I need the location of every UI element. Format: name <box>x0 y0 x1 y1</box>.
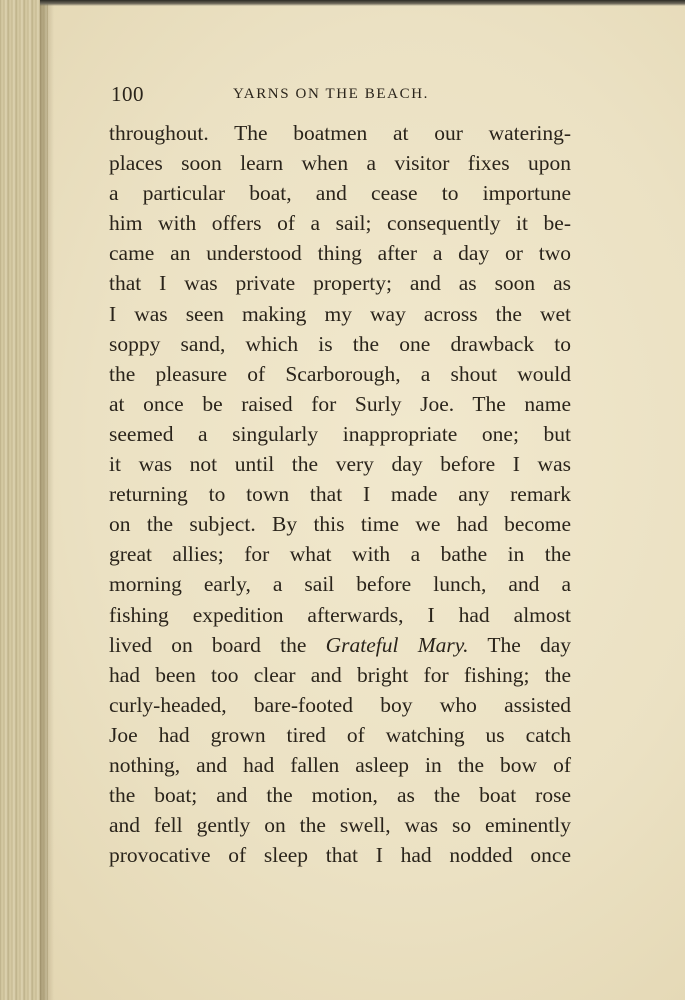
text-line: a particular boat, and cease to importune <box>109 181 571 206</box>
text-line: and fell gently on the swell, was so eminently <box>109 813 571 838</box>
page-header <box>111 82 571 106</box>
text-segment: The day <box>487 632 572 657</box>
text-line: returning to town that I made any remark <box>109 482 571 507</box>
ship-name-italic: Grateful Mary. <box>325 632 469 657</box>
text-line: at once be raised for Surly Joe. The name <box>109 391 571 416</box>
page-top-edge <box>40 0 685 6</box>
text-segment: lived on board the <box>109 632 307 657</box>
text-line: fishing expedition afterwards, I had almost <box>109 602 571 627</box>
text-line: on the subject. By this time we had become <box>109 512 571 537</box>
text-line: had been too clear and bright for fishing; the <box>109 662 571 687</box>
text-line: it was not until the very day before I was <box>109 452 571 477</box>
gutter-shadow <box>40 0 54 1000</box>
text-line: Joe had grown tired of watching us catch <box>109 722 571 747</box>
text-line: the boat; and the motion, as the boat rose <box>109 783 571 808</box>
body-text <box>109 118 571 870</box>
text-line: came an understood thing after a day or two <box>109 241 571 266</box>
text-line: that I was private property; and as soon as <box>109 271 571 296</box>
text-line: him with offers of a sail; consequently it be- <box>109 211 571 236</box>
text-line: places soon learn when a visitor fixes upon <box>109 151 571 176</box>
running-title: YARNS ON THE BEACH. <box>233 86 429 102</box>
text-line: the pleasure of Scarborough, a shout would <box>109 361 571 386</box>
text-line: seemed a singularly inappropriate one; but <box>109 421 571 446</box>
text-line-with-ship-name <box>109 630 571 660</box>
text-line: I was seen making my way across the wet <box>109 301 571 326</box>
text-line: morning early, a sail before lunch, and a <box>109 572 571 597</box>
text-line: curly-headed, bare-footed boy who assisted <box>109 692 571 717</box>
text-line: nothing, and had fallen asleep in the bow of <box>109 752 571 777</box>
text-line: throughout. The boatmen at our watering- <box>109 121 571 145</box>
text-line: provocative of sleep that I had nodded once <box>109 843 571 868</box>
page-number: 100 <box>111 82 144 106</box>
text-line: soppy sand, which is the one drawback to <box>109 331 571 356</box>
text-line: great allies; for what with a bathe in the <box>109 542 571 567</box>
